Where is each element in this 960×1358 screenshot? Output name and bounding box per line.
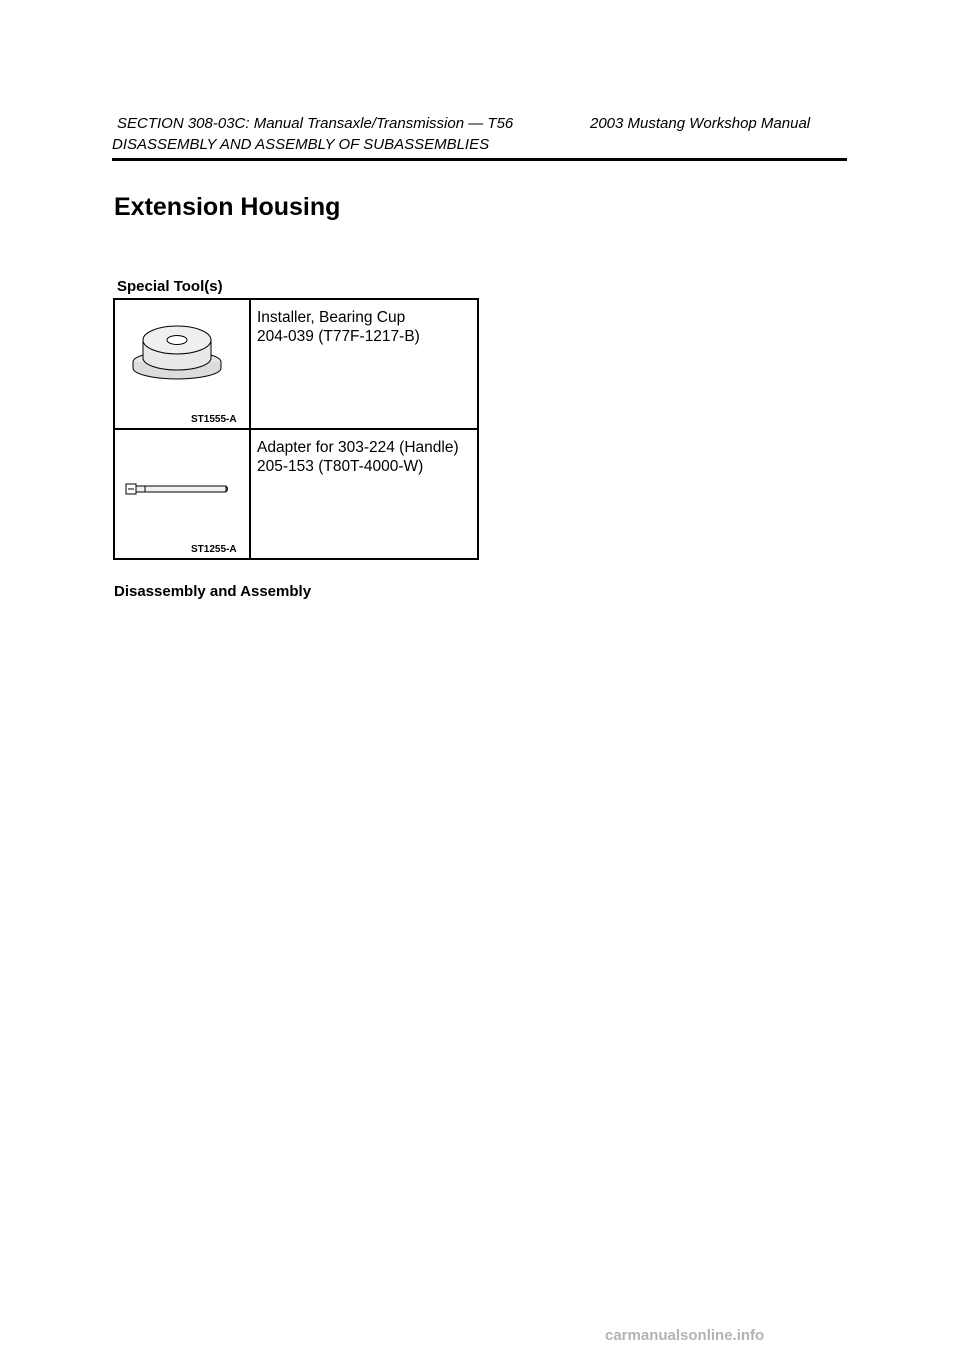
page-title: Extension Housing: [114, 193, 341, 221]
tool-image-label: ST1555-A: [191, 414, 237, 425]
table-row: [114, 299, 478, 429]
watermark: carmanualsonline.info: [605, 1327, 765, 1344]
tool-name: Adapter for 303-224 (Handle): [257, 439, 459, 456]
special-tools-heading: Special Tool(s): [117, 278, 223, 295]
header-subsection: DISASSEMBLY AND ASSEMBLY OF SUBASSEMBLIES: [112, 136, 490, 153]
tool-name: Installer, Bearing Cup: [257, 309, 406, 326]
header-section-title: SECTION 308-03C: Manual Transaxle/Transmission — T56: [117, 115, 514, 132]
handle-adapter-icon: [115, 430, 249, 558]
tool-description-cell: [250, 299, 478, 429]
tool-description-cell: [250, 429, 478, 559]
special-tools-table: [113, 298, 479, 560]
disassembly-heading: Disassembly and Assembly: [114, 583, 312, 600]
tool-image-cell: [114, 429, 250, 559]
bearing-cup-installer-icon: [115, 300, 249, 428]
tool-number: 204-039 (T77F-1217-B): [257, 328, 420, 345]
header-divider: [112, 158, 847, 161]
header-manual-title: 2003 Mustang Workshop Manual: [590, 115, 811, 132]
tool-image-label: ST1255-A: [191, 544, 237, 555]
tool-image-cell: [114, 299, 250, 429]
tool-number: 205-153 (T80T-4000-W): [257, 458, 424, 475]
table-row: [114, 429, 478, 559]
